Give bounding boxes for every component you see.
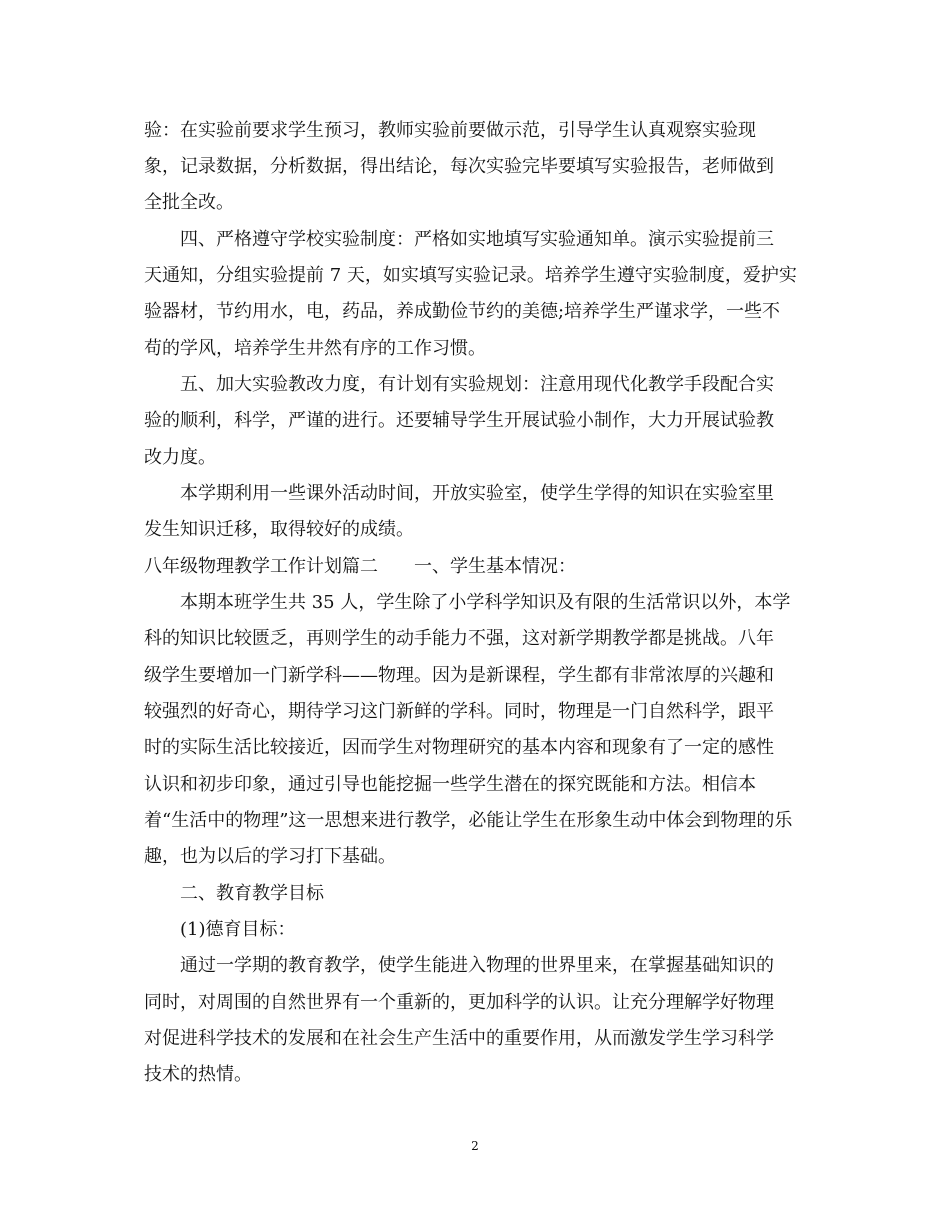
- text-line: 验的顺利，科学，严谨的进行。还要辅导学生开展试验小制作，大力开展试验教: [144, 410, 774, 431]
- text-line: 时的实际生活比较接近，因而学生对物理研究的基本内容和现象有了一定的感性: [144, 737, 774, 758]
- text-line: 发生知识迁移，取得较好的成绩。: [144, 519, 414, 540]
- text-line: 对促进科学技术的发展和在社会生产生活中的重要作用，从而激发学生学习科学: [144, 1028, 774, 1049]
- text-line: 认识和初步印象，通过引导也能挖掘一些学生潜在的探究既能和方法。相信本: [144, 774, 756, 795]
- text-line: 改力度。: [144, 447, 216, 468]
- text-line: 全批全改。: [144, 192, 234, 213]
- section-heading: 二、教育教学目标: [180, 883, 324, 904]
- section-heading: 八年级物理教学工作计划篇二 一、学生基本情况：: [144, 556, 576, 577]
- text-line: 验器材，节约用水，电，药品，养成勤俭节约的美德;培养学生严谨求学，一些不: [144, 301, 781, 322]
- text-line: 五、加大实验教改力度，有计划有实验规划：注意用现代化教学手段配合实: [180, 374, 774, 395]
- text-line: 象，记录数据，分析数据，得出结论，每次实验完毕要填写实验报告，老师做到: [144, 156, 774, 177]
- text-line: 科的知识比较匮乏，再则学生的动手能力不强，这对新学期教学都是挑战。八年: [144, 628, 774, 649]
- text-line: 着“生活中的物理”这一思想来进行教学，必能让学生在形象生动中体会到物理的乐: [144, 810, 793, 831]
- text-line: 苟的学风，培养学生井然有序的工作习惯。: [144, 338, 486, 359]
- text-line: 本学期利用一些课外活动时间，开放实验室，使学生学得的知识在实验室里: [180, 483, 774, 504]
- text-line: 通过一学期的教育教学，使学生能进入物理的世界里来，在掌握基础知识的: [180, 955, 774, 976]
- page-number: 2: [471, 1139, 479, 1153]
- subsection-heading: (1)德育目标：: [180, 919, 296, 940]
- text-line: 天通知，分组实验提前 7 天，如实填写实验记录。培养学生遵守实验制度，爱护实: [144, 265, 797, 286]
- text-line: 本期本班学生共 35 人，学生除了小学科学知识及有限的生活常识以外，本学: [180, 592, 791, 613]
- text-line: 技术的热情。: [144, 1064, 252, 1085]
- text-line: 较强烈的好奇心，期待学习这门新鲜的学科。同时，物理是一门自然科学，跟平: [144, 701, 774, 722]
- text-line: 同时，对周围的自然世界有一个重新的，更加科学的认识。让充分理解学好物理: [144, 992, 774, 1013]
- text-line: 验：在实验前要求学生预习，教师实验前要做示范，引导学生认真观察实验现: [144, 120, 756, 141]
- text-line: 级学生要增加一门新学科——物理。因为是新课程，学生都有非常浓厚的兴趣和: [144, 665, 774, 686]
- text-line: 四、严格遵守学校实验制度：严格如实地填写实验通知单。演示实验提前三: [180, 229, 774, 250]
- text-line: 趣，也为以后的学习打下基础。: [144, 846, 396, 867]
